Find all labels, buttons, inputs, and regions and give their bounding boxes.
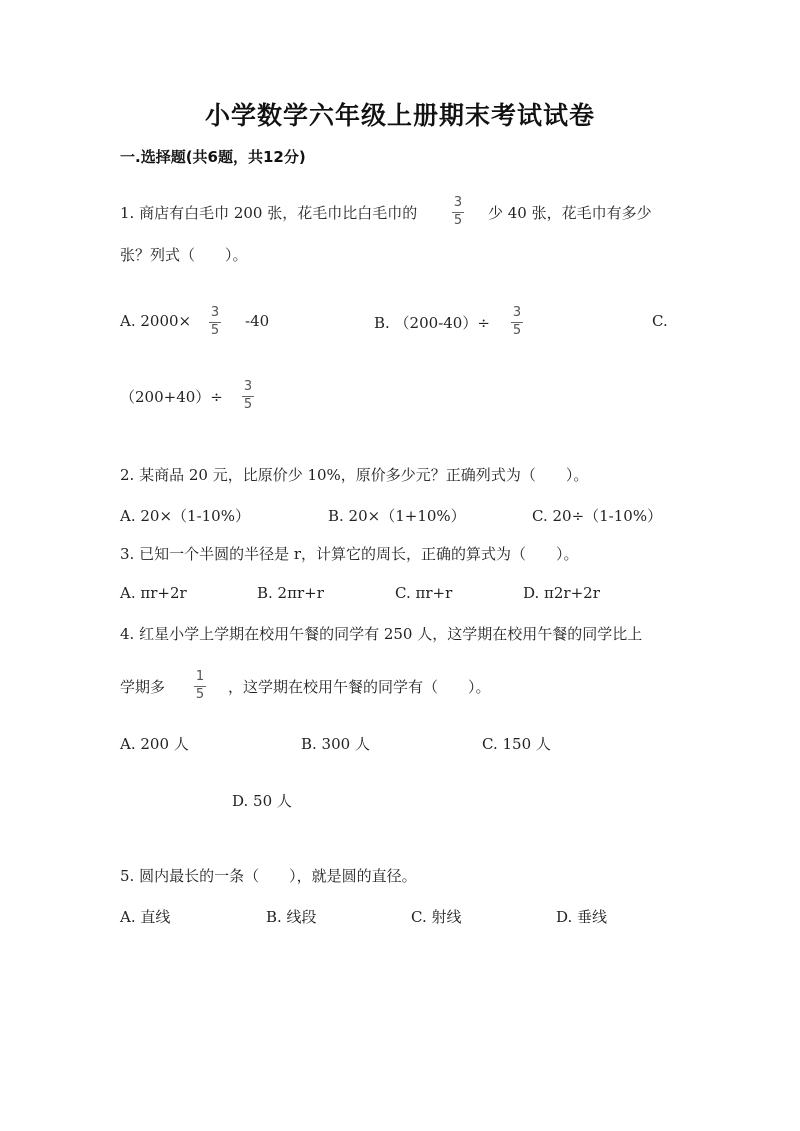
fraction-denominator: 5: [210, 323, 220, 338]
question-4-fraction: [192, 670, 208, 702]
question-2-option-a: A. 20×（1-10%）: [120, 507, 250, 525]
question-4-option-c: C. 150 人: [482, 735, 551, 753]
question-1-stem-line2: 张？列式（ ）。: [120, 246, 248, 264]
fraction-denominator: 5: [512, 323, 522, 338]
question-3-option-b: B. 2πr+r: [257, 584, 324, 602]
question-3-option-c: C. πr+r: [395, 584, 453, 602]
question-4-option-d: D. 50 人: [232, 792, 292, 810]
question-5-option-b: B. 线段: [266, 908, 317, 926]
page-title: 小学数学六年级上册期末考试试卷: [204, 101, 595, 130]
fraction-numerator: 3: [453, 195, 463, 210]
question-1-stem-part2: 少 40 张，花毛巾有多少: [488, 204, 652, 222]
question-4-stem-part1: 学期多: [120, 678, 166, 696]
question-1-stem-part1: 1. 商店有白毛巾 200 张，花毛巾比白毛巾的: [120, 204, 418, 222]
fraction-numerator: 1: [195, 669, 205, 684]
question-4-stem-line1: 4. 红星小学上学期在校用午餐的同学有 250 人，这学期在校用午餐的同学比上: [120, 625, 643, 643]
question-1-option-c: C.: [652, 312, 668, 330]
question-2-option-c: C. 20÷（1-10%）: [532, 507, 663, 525]
fraction-numerator: 3: [210, 305, 220, 320]
fraction-denominator: 5: [453, 213, 463, 228]
question-1-option-a-fraction: [207, 306, 223, 338]
question-5-option-d: D. 垂线: [556, 908, 608, 926]
question-3-option-a: A. πr+2r: [120, 584, 187, 602]
fraction-denominator: 5: [195, 687, 205, 702]
question-5-option-c: C. 射线: [411, 908, 462, 926]
section-heading: 一.选择题(共6题，共12分): [120, 148, 306, 166]
question-3-option-d: D. π2r+2r: [523, 584, 600, 602]
question-1-option-b: B. （200-40）÷: [374, 314, 490, 332]
fraction-denominator: 5: [243, 397, 253, 412]
fraction-numerator: 3: [512, 305, 522, 320]
question-5-stem: 5. 圆内最长的一条（ ），就是圆的直径。: [120, 867, 417, 885]
question-2-option-b: B. 20×（1+10%）: [328, 507, 466, 525]
question-1-option-c-expression: （200+40）÷: [120, 388, 223, 406]
fraction-numerator: 3: [243, 379, 253, 394]
question-2-stem: 2. 某商品 20 元，比原价少 10%，原价多少元？正确列式为（ ）。: [120, 466, 589, 484]
question-1-option-c-fraction: [240, 380, 256, 412]
question-1-option-a: A. 2000×: [120, 312, 192, 330]
question-4-stem-part2: ，这学期在校用午餐的同学有（ ）。: [228, 678, 491, 696]
question-5-option-a: A. 直线: [120, 908, 171, 926]
question-1-fraction: [450, 196, 466, 228]
question-4-option-a: A. 200 人: [120, 735, 189, 753]
question-1-option-a-suffix: -40: [245, 312, 270, 330]
question-1-option-b-fraction: [509, 306, 525, 338]
question-4-option-b: B. 300 人: [301, 735, 370, 753]
question-3-stem: 3. 已知一个半圆的半径是 r，计算它的周长，正确的算式为（ ）。: [120, 545, 579, 563]
